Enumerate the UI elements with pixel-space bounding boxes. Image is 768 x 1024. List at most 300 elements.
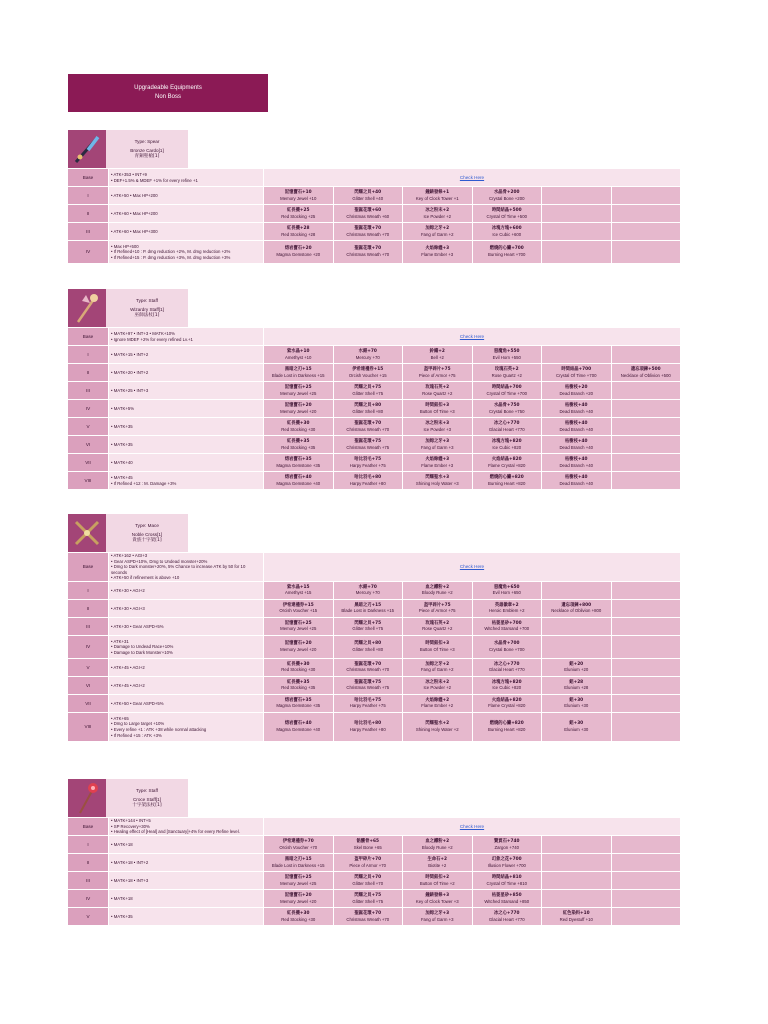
material-cell — [403, 582, 472, 599]
material-name: Rose Quartz +2 — [422, 626, 453, 632]
material-name-cn: 鐘錶發條+1 — [425, 189, 450, 195]
equipment-info — [106, 289, 188, 327]
effect-line: • Healing effect of [Heal] and [Sanctuary]+4% for every Refine level. — [111, 829, 240, 835]
table-row — [68, 400, 680, 417]
material-cell — [264, 454, 333, 471]
material-name-cn: 枯萎星砂+700 — [491, 620, 522, 626]
material-name: Glacial Heart +770 — [488, 667, 525, 673]
level-cell: V — [68, 659, 108, 676]
empty-material-cell — [612, 454, 681, 471]
material-name: Red Stocking +28 — [281, 231, 316, 237]
equipment-name-cn: 十字架法杖[1] — [132, 802, 162, 808]
equipment-info — [106, 779, 188, 817]
empty-material-cell — [612, 205, 681, 222]
material-name: Christmas Wreath +70 — [346, 667, 390, 673]
table-row — [68, 223, 680, 240]
material-cell — [473, 472, 542, 489]
empty-material-cell — [542, 890, 611, 907]
material-name-cn: 伊希達禮券+15 — [282, 602, 314, 608]
spear-icon — [68, 130, 106, 168]
material-name: Rose Quartz +2 — [422, 390, 453, 396]
material-cell — [403, 472, 472, 489]
equipment-header — [68, 779, 682, 817]
check-here-link[interactable]: Check Here — [459, 333, 485, 339]
material-name: Magma Gemstone +40 — [276, 480, 321, 486]
material-name: Fang of Garm +2 — [420, 667, 454, 673]
material-cell — [264, 382, 333, 399]
effect-cell — [109, 582, 263, 599]
empty-material-cell — [612, 890, 681, 907]
effect-cell — [109, 241, 263, 263]
effect-cell — [109, 328, 263, 345]
material-name: Memory Jewel +25 — [280, 390, 317, 396]
table-row — [68, 872, 680, 889]
effect-line: • MATK+5% — [111, 405, 135, 411]
material-name-cn: 記憶寶石+25 — [284, 620, 312, 626]
effect-line: • If Refined +15 : ATK +3% — [111, 732, 162, 738]
material-cell — [334, 436, 403, 453]
table-row — [68, 695, 680, 712]
material-name-cn: 鋁+20 — [569, 661, 584, 667]
effect-cell — [109, 223, 263, 240]
material-cell — [334, 346, 403, 363]
material-name: Blade Lost in Darkness +15 — [271, 862, 325, 868]
material-name: Memory Jewel +20 — [280, 898, 317, 904]
effect-line: • If Refined+10 : P. dmg reduction +2%, M. dmg reduction +2% — [111, 249, 231, 255]
effect-line: • ATK+31 — [111, 638, 129, 644]
material-name: Dead Branch +40 — [559, 426, 594, 432]
material-name-cn: 聖誕花環+60 — [354, 207, 382, 213]
equipment-header — [68, 130, 682, 168]
effect-line: • Gear ASPD+10%, Dmg to Undead monster+20% — [111, 558, 208, 564]
table-row — [68, 659, 680, 676]
material-name-cn: 冰之心+770 — [494, 910, 520, 916]
material-name-cn: 血之鐵粉+2 — [425, 584, 450, 590]
effect-cell — [109, 890, 263, 907]
material-cell — [334, 890, 403, 907]
check-here-link[interactable]: Check Here — [459, 174, 485, 180]
material-name-cn: 鋁+28 — [569, 679, 584, 685]
material-cell — [334, 854, 403, 871]
empty-material-cell — [542, 582, 611, 599]
material-name: Red Stocking +30 — [281, 916, 316, 922]
table-row — [68, 618, 680, 635]
material-cell — [403, 364, 472, 381]
effect-line: • ATK+30 • Gear ASPD+5% — [111, 623, 164, 629]
table-row — [68, 418, 680, 435]
material-name: Red Stocking +30 — [281, 426, 316, 432]
material-name: Flame Ember +3 — [421, 252, 454, 257]
equipment-type: Type: Spear — [134, 138, 160, 144]
material-cell — [473, 382, 542, 399]
material-cell — [334, 695, 403, 712]
material-cell — [542, 472, 611, 489]
empty-material-cell — [612, 659, 681, 676]
table-row — [68, 328, 680, 345]
material-name-cn: 紅長襪+30 — [287, 910, 310, 916]
equipment-name: Noble Cross[1] — [131, 531, 163, 537]
material-name-cn: 英雄徽章+2 — [494, 602, 519, 608]
material-cell — [334, 205, 403, 222]
material-cell — [473, 890, 542, 907]
material-cell — [403, 418, 472, 435]
material-cell — [334, 600, 403, 617]
banner-subtitle: Non Boss — [154, 94, 181, 100]
material-cell — [473, 436, 542, 453]
material-name: Zargon +740 — [494, 844, 519, 850]
material-cell — [473, 695, 542, 712]
effect-line: • ATK+50 if refinement is above +10 — [111, 575, 180, 581]
level-cell: VI — [68, 677, 108, 694]
material-name-cn: 惡魔角+550 — [494, 348, 520, 354]
material-cell — [334, 713, 403, 741]
effect-line: • DEF+1.5% & MDEF +1% for every refine +1 — [111, 177, 198, 183]
equipment-name-cn: 貴族十字架[1] — [132, 537, 162, 543]
material-name: Amethyst +15 — [285, 590, 312, 596]
table-row — [68, 205, 680, 222]
material-name-cn: 紅長襪+30 — [287, 420, 310, 426]
material-name: Illusion Flower +700 — [487, 862, 526, 868]
equipment-type: Type: Staff — [136, 787, 158, 793]
material-name: Christmas Wreath +75 — [346, 444, 390, 450]
material-name-cn: 記憶寶石+25 — [284, 384, 312, 390]
effect-line: • ATK+30 • AGI+2 — [111, 587, 145, 593]
material-name-cn: 紫水晶+10 — [287, 348, 310, 354]
material-name-cn: 冰之心+770 — [494, 661, 520, 667]
upgrade-table — [67, 168, 681, 264]
empty-material-cell — [542, 346, 611, 363]
staff-icon — [68, 779, 106, 817]
material-name: Red Stocking +35 — [281, 444, 316, 450]
material-name: Christmas Wreath +70 — [346, 252, 390, 257]
equipment-header — [68, 289, 682, 327]
material-cell — [334, 223, 403, 240]
effect-cell — [109, 418, 263, 435]
effect-line: • ATK+60 • Max HP+300 — [111, 228, 158, 234]
material-name: Skel Bone +65 — [353, 844, 382, 850]
check-here-link[interactable]: Check Here — [459, 823, 485, 829]
material-name-cn: 遺忘項鍊+500 — [630, 366, 661, 372]
material-name-cn: 時間結晶+500 — [491, 207, 522, 213]
material-name: Glitter Shell +75 — [352, 898, 384, 904]
material-name: Burning Heart +700 — [488, 252, 526, 257]
material-name-cn: 哈比羽毛+75 — [354, 697, 382, 703]
empty-material-cell — [612, 472, 681, 489]
material-name: Key of Clock Tower +3 — [415, 898, 459, 904]
material-name: Crystal Of Time +700 — [556, 372, 597, 378]
material-name-cn: 紅長襪+35 — [287, 679, 310, 685]
material-name-cn: 枯樹枝+20 — [565, 384, 588, 390]
material-cell — [264, 836, 333, 853]
material-cell — [264, 872, 333, 889]
material-cell — [403, 241, 472, 263]
material-cell — [473, 205, 542, 222]
check-cell — [264, 328, 680, 345]
material-cell — [473, 600, 542, 617]
table-row — [68, 677, 680, 694]
effect-line: • MATK+18 — [111, 895, 133, 901]
material-name: Memory Jewel +25 — [280, 880, 317, 886]
material-name: Ice Cubic +820 — [492, 444, 522, 450]
material-name: Christmas Wreath +70 — [346, 916, 390, 922]
material-name: Glitter Shell +70 — [352, 880, 384, 886]
material-cell — [542, 418, 611, 435]
level-cell: V — [68, 908, 108, 925]
material-cell — [542, 600, 611, 617]
material-name: Bloody Rune +2 — [421, 590, 453, 596]
effect-cell — [109, 187, 263, 204]
material-name: Glitter Shell +75 — [352, 626, 384, 632]
table-row — [68, 346, 680, 363]
material-cell — [403, 454, 472, 471]
effect-line: • ATK+353 • INT+9 — [111, 171, 147, 177]
level-cell: II — [68, 600, 108, 617]
material-name: Orcish Voucher +15 — [279, 608, 318, 614]
material-cell — [542, 454, 611, 471]
effect-line: • MATK+97 • INT+3 • MATK+10% — [111, 330, 175, 336]
material-name: Red Stocking +25 — [281, 213, 316, 219]
material-name-cn: 冰之粉末+2 — [425, 679, 450, 685]
table-row — [68, 241, 680, 263]
material-cell — [473, 677, 542, 694]
effect-cell — [109, 169, 263, 186]
empty-material-cell — [612, 241, 681, 263]
effect-line: • If Refined+15 : P. dmg reduction +3%, M. dmg reduction +3% — [111, 254, 231, 260]
material-cell — [403, 600, 472, 617]
material-name-cn: 時間結晶+810 — [491, 874, 522, 880]
material-name: Fang of Garm +3 — [420, 444, 454, 450]
level-cell: VI — [68, 436, 108, 453]
table-row — [68, 436, 680, 453]
table-row — [68, 187, 680, 204]
effect-line: • Every refine +1 : ATK +38 while normal attacking — [111, 726, 207, 732]
empty-material-cell — [612, 677, 681, 694]
effect-line: • ATK+45 • AGI+2 — [111, 682, 145, 688]
level-cell: Base — [68, 553, 108, 581]
level-cell: VIII — [68, 713, 108, 741]
material-name-cn: 聖誕花環+70 — [354, 420, 382, 426]
material-name: Piece of Armor +75 — [418, 372, 456, 378]
material-cell — [264, 187, 333, 204]
empty-material-cell — [612, 418, 681, 435]
material-name-cn: 盔甲碎片+75 — [423, 366, 451, 372]
material-cell — [334, 582, 403, 599]
material-name-cn: 盔甲碎片+75 — [423, 602, 451, 608]
material-name-cn: 鐘錶發條+3 — [425, 892, 450, 898]
material-name: Christmas Wreath +75 — [346, 685, 390, 691]
material-cell — [334, 187, 403, 204]
banner-title: Upgradeable Equipments — [134, 85, 202, 91]
material-name-cn: 冰塊方塊+820 — [491, 438, 522, 444]
empty-material-cell — [612, 400, 681, 417]
material-name-cn: 紫水晶+15 — [287, 584, 310, 590]
check-here-link[interactable]: Check Here — [459, 564, 485, 570]
material-name-cn: 聖誕花環+70 — [354, 661, 382, 667]
material-name-cn: 閃耀之貝+80 — [354, 641, 382, 647]
material-name-cn: 時間結晶+700 — [561, 366, 592, 372]
material-name: Necklace of Oblivion +500 — [620, 372, 671, 378]
material-name: Red Stocking +30 — [281, 667, 316, 673]
empty-material-cell — [612, 713, 681, 741]
material-name-cn: 冰之粉末+3 — [425, 420, 450, 426]
effect-cell — [109, 636, 263, 658]
material-name: Evil Horn +650 — [492, 590, 521, 596]
effect-line: • MATK+18 • INT+3 — [111, 877, 149, 883]
material-name-cn: 閃耀聖水+3 — [425, 474, 450, 480]
material-cell — [334, 618, 403, 635]
empty-material-cell — [542, 854, 611, 871]
material-name: Ice Powder +3 — [423, 426, 452, 432]
material-name-cn: 枯樹枝+40 — [565, 420, 588, 426]
material-name-cn: 血之鐵粉+2 — [425, 838, 450, 844]
equipment-info — [106, 514, 188, 552]
table-row — [68, 890, 680, 907]
material-name-cn: 伊希達禮券+15 — [352, 366, 384, 372]
material-name-cn: 黑暗之刃+15 — [354, 602, 382, 608]
effect-cell — [109, 346, 263, 363]
table-row — [68, 382, 680, 399]
effect-line: • Ignore MDEF +2% for every refined Lv.+1 — [111, 336, 193, 342]
material-name: Magma Gemstone +35 — [276, 462, 321, 468]
material-name-cn: 熔岩寶石+35 — [284, 697, 312, 703]
material-name-cn: 時間鈕扣+3 — [425, 641, 450, 647]
level-cell: IV — [68, 890, 108, 907]
material-name: Glitter Shell +40 — [352, 195, 384, 201]
table-row — [68, 818, 680, 835]
effect-line: • Dmg to Dark monster+20%, 5% Chance to increase ATK by 50 for 10 seconds — [111, 564, 246, 575]
equipment-name: Wizardry Staff[1] — [130, 306, 164, 312]
level-cell: IV — [68, 636, 108, 658]
equipment-header — [68, 514, 682, 552]
material-name-cn: 記憶寶石+20 — [284, 892, 312, 898]
effect-line: • MATK+40 — [111, 459, 133, 465]
material-cell — [264, 659, 333, 676]
effect-cell — [109, 364, 263, 381]
material-cell — [542, 659, 611, 676]
empty-material-cell — [612, 346, 681, 363]
material-name: Glacial Heart +770 — [488, 426, 525, 432]
effect-line: • MATK+25 • INT+3 — [111, 387, 149, 393]
material-name: Flame Crystal +820 — [488, 703, 526, 709]
equipment-type: Type: Staff — [136, 297, 158, 303]
material-name-cn: 伊希達禮券+70 — [282, 838, 314, 844]
equipment-name-cn: 青銅聖槍[1] — [134, 153, 160, 159]
material-name-cn: 熔岩寶石+35 — [284, 456, 312, 462]
material-cell — [473, 713, 542, 741]
level-cell: V — [68, 418, 108, 435]
material-cell — [403, 677, 472, 694]
material-cell — [334, 659, 403, 676]
material-name-cn: 鈴鐺+2 — [429, 348, 445, 354]
effect-cell — [109, 382, 263, 399]
level-cell: Base — [68, 169, 108, 186]
material-name: Shining Holy Water +2 — [415, 726, 459, 732]
material-name: Button Of Time +3 — [419, 646, 455, 652]
material-name: Memory Jewel +20 — [280, 408, 317, 414]
level-cell: IV — [68, 241, 108, 263]
effect-cell — [109, 677, 263, 694]
material-name: Shining Holy Water +3 — [415, 480, 459, 486]
material-name: Dead Branch +40 — [559, 444, 594, 450]
material-name: Glitter Shell +80 — [352, 646, 384, 652]
material-name-cn: 紅色染料+10 — [562, 910, 590, 916]
material-name: Christmas Wreath +60 — [346, 213, 390, 219]
material-cell — [473, 187, 542, 204]
material-cell — [264, 436, 333, 453]
material-cell — [264, 205, 333, 222]
material-name: Blade Lost in Darkness +15 — [341, 608, 395, 614]
staff-icon — [68, 289, 106, 327]
material-name: Burning Heart +820 — [488, 480, 526, 486]
material-cell — [473, 836, 542, 853]
material-name: Elunium +28 — [564, 685, 589, 691]
table-row — [68, 636, 680, 658]
material-name-cn: 熔岩寶石+20 — [284, 246, 312, 252]
material-name-cn: 閃耀之貝+75 — [354, 620, 382, 626]
material-cell — [334, 454, 403, 471]
material-name: Blade Lost in Darkness +15 — [271, 372, 325, 378]
empty-material-cell — [542, 872, 611, 889]
material-cell — [473, 872, 542, 889]
material-cell — [264, 677, 333, 694]
material-name-cn: 幻象之花+700 — [491, 856, 522, 862]
effect-line: • ATK+162 • AGI+3 — [111, 553, 148, 558]
material-cell — [334, 677, 403, 694]
material-name: Glacial Heart +770 — [488, 916, 525, 922]
material-name-cn: 時間鈕扣+3 — [425, 402, 450, 408]
material-name-cn: 火焰餘燼+2 — [425, 697, 450, 703]
material-name-cn: 閃耀之貝+75 — [354, 384, 382, 390]
material-name-cn: 玫瑰石英+2 — [425, 620, 450, 626]
effect-cell — [109, 553, 263, 581]
material-name-cn: 鋁+30 — [569, 697, 584, 703]
material-cell — [542, 436, 611, 453]
check-cell — [264, 818, 680, 835]
material-cell — [473, 241, 542, 263]
material-name: Christmas Wreath +70 — [346, 231, 390, 237]
effect-cell — [109, 659, 263, 676]
equipment-name: Bronze Cardo[1] — [130, 147, 164, 153]
material-cell — [542, 695, 611, 712]
table-row — [68, 364, 680, 381]
level-cell: Base — [68, 328, 108, 345]
empty-material-cell — [542, 618, 611, 635]
effect-cell — [109, 872, 263, 889]
material-name-cn: 閃耀聖水+2 — [425, 721, 450, 727]
material-name-cn: 盔甲碎片+70 — [354, 856, 382, 862]
material-name-cn: 哈比羽毛+80 — [354, 721, 382, 727]
empty-material-cell — [612, 618, 681, 635]
effect-cell — [109, 454, 263, 471]
material-name-cn: 哈比羽毛+80 — [354, 474, 382, 480]
material-cell — [334, 908, 403, 925]
material-cell — [403, 890, 472, 907]
material-cell — [403, 636, 472, 658]
material-name: Evil Horn +550 — [492, 354, 521, 360]
equipment-name-cn: 巫師法杖[1] — [134, 312, 160, 318]
material-cell — [334, 472, 403, 489]
mace-icon — [68, 514, 106, 552]
equipment-type: Type: Mace — [135, 522, 159, 528]
level-cell: I — [68, 346, 108, 363]
material-name-cn: 燃燒的心臟+700 — [489, 246, 524, 252]
material-name-cn: 枯樹枝+40 — [565, 456, 588, 462]
empty-material-cell — [612, 836, 681, 853]
effect-line: • MATK+35 — [111, 441, 133, 447]
material-name: Necklace of Oblivion +800 — [551, 608, 602, 614]
empty-material-cell — [542, 636, 611, 658]
material-name-cn: 時間結晶+700 — [491, 384, 522, 390]
